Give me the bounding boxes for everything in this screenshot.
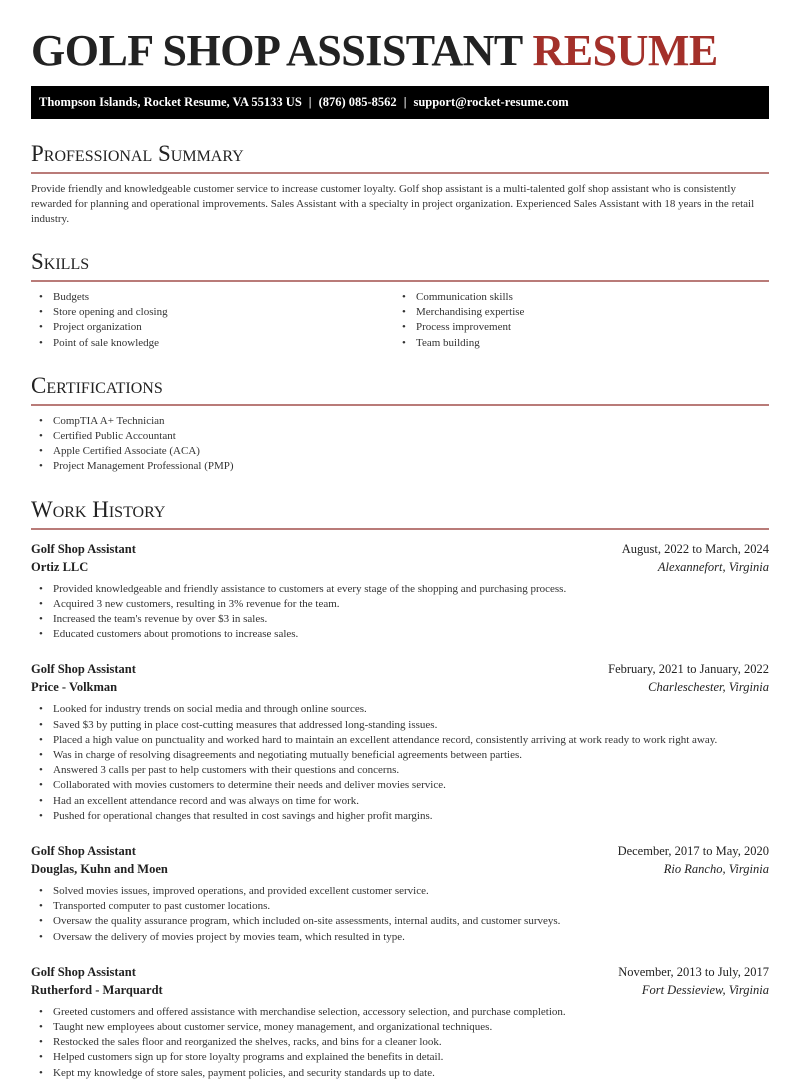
list-item: • Communication skills	[394, 290, 757, 305]
certifications-heading: Certifications	[31, 373, 769, 406]
list-item: • Looked for industry trends on social media and through online sources.	[31, 702, 769, 717]
job-location: Fort Dessieview, Virginia	[641, 982, 769, 997]
job-title: Golf Shop Assistant	[31, 662, 136, 677]
job-bullets	[31, 884, 769, 945]
summary-heading: Professional Summary	[31, 141, 769, 174]
job-header	[31, 540, 769, 558]
work-history-heading: Work History	[31, 497, 769, 530]
job-title: Golf Shop Assistant	[31, 964, 136, 979]
list-item: • Merchandising expertise	[394, 305, 757, 320]
list-item: • Restocked the sales floor and reorganized the shelves, racks, and bins for a cleaner look.	[31, 1035, 769, 1050]
job-company: Rutherford - Marquardt	[31, 982, 163, 997]
list-item: • Greeted customers and offered assistance with merchandise selection, accessory selection, and purchase completion.	[31, 1005, 769, 1020]
certifications-list	[31, 414, 769, 475]
summary-text: Provide friendly and knowledgeable customer service to increase customer loyalty. Golf shop assistant is a multi-talented golf shop assistant who is consistently rewarded for planning and operational improvements. Sales Assistant with a specialty in project organization. Experienced Sales Assistant with 18 years in the retail industry.	[31, 183, 755, 225]
list-item: • Project organization	[31, 320, 394, 335]
title-accent: RESUME	[532, 26, 718, 75]
list-item: • Had an excellent attendance record and was always on time for work.	[31, 794, 769, 809]
list-item: • Certified Public Accountant	[31, 429, 769, 444]
list-item: • Budgets	[31, 290, 394, 305]
list-item: • Pushed for operational changes that resulted in cost savings and higher profit margins.	[31, 809, 769, 824]
list-item: • CompTIA A+ Technician	[31, 414, 769, 429]
job-dates: February, 2021 to January, 2022	[608, 662, 769, 677]
list-item: • Team building	[394, 336, 757, 351]
list-item: • Store opening and closing	[31, 305, 394, 320]
list-item: • Was in charge of resolving disagreements and negotiating mutually beneficial agreements between parties.	[31, 748, 769, 763]
skills-list-right	[394, 290, 757, 351]
job-header	[31, 963, 769, 981]
list-item: • Helped customers sign up for store loyalty programs and explained the benefits in detail.	[31, 1050, 769, 1065]
separator: |	[403, 95, 407, 109]
job-bullets	[31, 1005, 769, 1081]
job-bullets	[31, 702, 769, 824]
job-dates: November, 2013 to July, 2017	[618, 964, 769, 979]
job-title: Golf Shop Assistant	[31, 844, 136, 859]
list-item: • Transported computer to past customer locations.	[31, 899, 769, 914]
list-item: • Kept my knowledge of store sales, payment policies, and security standards up to date.	[31, 1066, 769, 1081]
list-item: • Project Management Professional (PMP)	[31, 459, 769, 474]
list-item: • Oversaw the delivery of movies project by movies team, which resulted in type.	[31, 930, 769, 945]
contact-phone: (876) 085-8562	[318, 95, 397, 109]
job-entry	[31, 660, 769, 824]
contact-address: Thompson Islands, Rocket Resume, VA 55133 US	[39, 95, 302, 109]
skills-heading: Skills	[31, 249, 769, 282]
list-item: • Acquired 3 new customers, resulting in 3% revenue for the team.	[31, 597, 769, 612]
list-item: • Process improvement	[394, 320, 757, 335]
job-location: Alexannefort, Virginia	[657, 559, 769, 574]
list-item: • Oversaw the quality assurance program, which included on-site assessments, internal audits, and customer surveys.	[31, 914, 769, 929]
job-header	[31, 842, 769, 860]
job-dates: December, 2017 to May, 2020	[617, 844, 769, 859]
list-item: • Answered 3 calls per past to help customers with their questions and concerns.	[31, 763, 769, 778]
job-location: Charleschester, Virginia	[648, 680, 769, 695]
list-item: • Collaborated with movies customers to determine their needs and deliver movies service.	[31, 778, 769, 793]
contact-email: support@rocket-resume.com	[413, 95, 569, 109]
job-company: Douglas, Kuhn and Moen	[31, 862, 168, 877]
job-subheader	[31, 860, 769, 878]
job-bullets	[31, 582, 769, 643]
list-item: • Educated customers about promotions to increase sales.	[31, 627, 769, 642]
job-entry	[31, 540, 769, 643]
skills-columns	[31, 282, 769, 351]
job-company: Ortiz LLC	[31, 559, 89, 574]
job-entry	[31, 963, 769, 1081]
contact-bar	[31, 86, 769, 119]
separator: |	[308, 95, 312, 109]
job-dates: August, 2022 to March, 2024	[621, 541, 769, 556]
list-item: • Taught new employees about customer service, money management, and organizational techniques.	[31, 1020, 769, 1035]
job-subheader	[31, 981, 769, 999]
job-entry	[31, 842, 769, 945]
job-company: Price - Volkman	[31, 680, 118, 695]
list-item: • Increased the team's revenue by over $3 in sales.	[31, 612, 769, 627]
list-item: • Provided knowledgeable and friendly assistance to customers at every stage of the shopping and purchasing process.	[31, 582, 769, 597]
resume-title	[31, 28, 769, 74]
list-item: • Saved $3 by putting in place cost-cutting measures that addressed long-standing issues.	[31, 718, 769, 733]
work-history-list	[31, 540, 769, 1081]
skills-list-left	[31, 290, 394, 351]
job-title: Golf Shop Assistant	[31, 541, 136, 556]
list-item: • Solved movies issues, improved operations, and provided excellent customer service.	[31, 884, 769, 899]
job-subheader	[31, 678, 769, 696]
job-location: Rio Rancho, Virginia	[663, 862, 769, 877]
list-item: • Placed a high value on punctuality and worked hard to maintain an excellent attendance record, consistently arriving at work ready to work right away.	[31, 733, 769, 748]
list-item: • Point of sale knowledge	[31, 336, 394, 351]
list-item: • Apple Certified Associate (ACA)	[31, 444, 769, 459]
title-main: GOLF SHOP ASSISTANT	[31, 26, 522, 75]
job-subheader	[31, 558, 769, 576]
job-header	[31, 660, 769, 678]
